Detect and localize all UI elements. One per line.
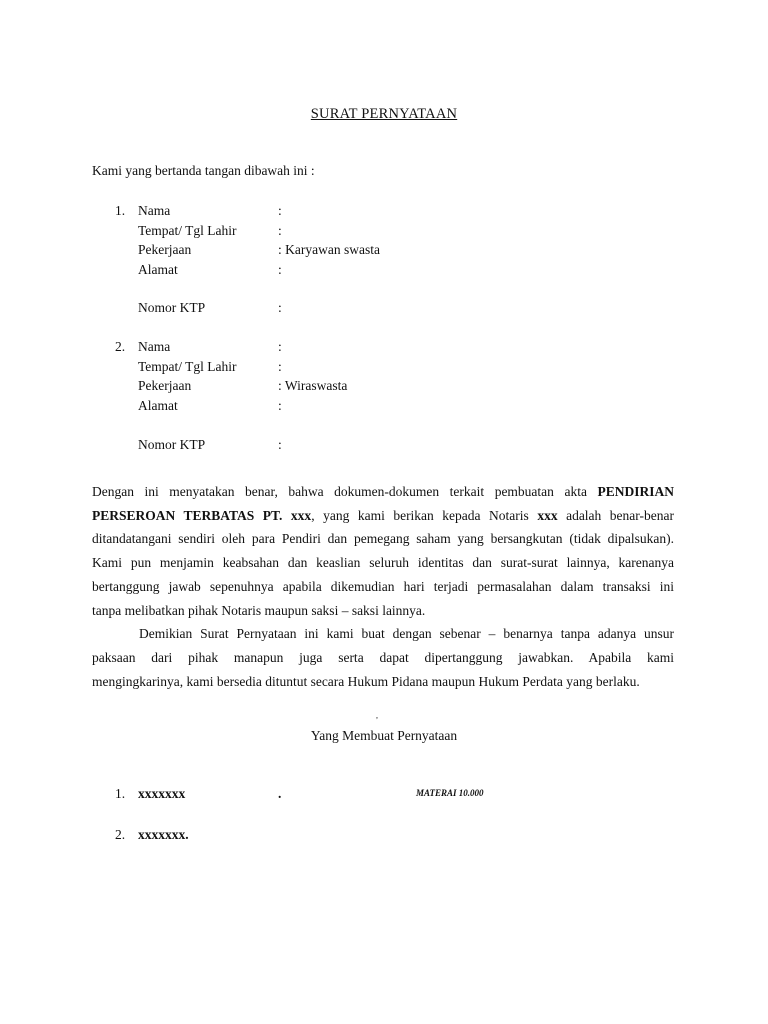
company-name-bold: PERSEROAN TERBATAS PT. xxx bbox=[92, 508, 312, 523]
company-type-bold: PENDIRIAN bbox=[597, 484, 674, 499]
field-label-nomor-ktp: Nomor KTP bbox=[138, 300, 206, 315]
field-value-alamat: : bbox=[278, 398, 282, 413]
person-number: 2. bbox=[115, 339, 126, 354]
field-label-alamat: Alamat bbox=[138, 398, 178, 413]
stamp-label: MATERAI 10.000 bbox=[416, 788, 484, 798]
field-value-nama: : bbox=[278, 203, 282, 218]
field-value-tempat-tgl-lahir: : bbox=[278, 223, 282, 238]
paragraph-line: ditandatangani sendiri oleh para Pendiri dan pemegang saham yang bersangkutan (tidak dipalsukan). bbox=[92, 531, 674, 546]
signature-name: xxxxxxx bbox=[138, 786, 186, 801]
signature-number: 2. bbox=[115, 827, 126, 842]
text-run: adalah benar-benar bbox=[557, 508, 674, 523]
text-run: Dengan ini menyatakan benar, bahwa dokumen-dokumen terkait pembuatan akta bbox=[92, 484, 598, 499]
intro-text: Kami yang bertanda tangan dibawah ini : bbox=[92, 163, 315, 178]
field-value-pekerjaan: : Karyawan swasta bbox=[278, 242, 380, 257]
field-value-pekerjaan: : Wiraswasta bbox=[278, 378, 348, 393]
paragraph-line: Demikian Surat Pernyataan ini kami buat dengan sebenar – benarnya tanpa adanya unsur bbox=[139, 626, 674, 641]
signature-dot: . bbox=[278, 786, 282, 801]
field-label-nama: Nama bbox=[138, 203, 171, 218]
paragraph-line: paksaan dari pihak manapun juga serta dapat dipertanggung jawabkan. Apabila kami bbox=[92, 650, 674, 665]
field-label-tempat-tgl-lahir: Tempat/ Tgl Lahir bbox=[138, 223, 237, 238]
paragraph-line: Kami pun menjamin keabsahan dan keaslian seluruh identitas dan surat-surat lainnya, karenanya bbox=[92, 555, 674, 570]
paragraph-line bbox=[92, 509, 674, 523]
signature-number: 1. bbox=[115, 786, 126, 801]
place-date-mark: , bbox=[376, 711, 378, 720]
notary-name-bold: xxx bbox=[537, 508, 558, 523]
text-run: , yang kami berikan kepada Notaris bbox=[311, 508, 538, 523]
field-value-alamat: : bbox=[278, 262, 282, 277]
signature-name: xxxxxxx. bbox=[138, 827, 189, 842]
paragraph-line: mengingkarinya, kami bersedia dituntut secara Hukum Pidana maupun Hukum Perdata yang berlaku. bbox=[92, 674, 640, 689]
field-label-pekerjaan: Pekerjaan bbox=[138, 242, 192, 257]
field-label-nama: Nama bbox=[138, 339, 171, 354]
paragraph-line: bertanggung jawab sepenuhnya apabila dikemudian hari terjadi permasalahan dalam transaksi ini bbox=[92, 579, 674, 594]
field-value-nomor-ktp: : bbox=[278, 437, 282, 452]
person-number: 1. bbox=[115, 203, 126, 218]
field-label-pekerjaan: Pekerjaan bbox=[138, 378, 192, 393]
signer-heading: Yang Membuat Pernyataan bbox=[310, 728, 458, 743]
field-value-nomor-ktp: : bbox=[278, 300, 282, 315]
paragraph-line bbox=[92, 485, 674, 499]
field-label-tempat-tgl-lahir: Tempat/ Tgl Lahir bbox=[138, 359, 237, 374]
field-value-nama: : bbox=[278, 339, 282, 354]
paragraph-line: tanpa melibatkan pihak Notaris maupun saksi – saksi lainnya. bbox=[92, 603, 426, 618]
field-label-nomor-ktp: Nomor KTP bbox=[138, 437, 206, 452]
field-label-alamat: Alamat bbox=[138, 262, 178, 277]
field-value-tempat-tgl-lahir: : bbox=[278, 359, 282, 374]
document-title: SURAT PERNYATAAN bbox=[310, 106, 458, 122]
